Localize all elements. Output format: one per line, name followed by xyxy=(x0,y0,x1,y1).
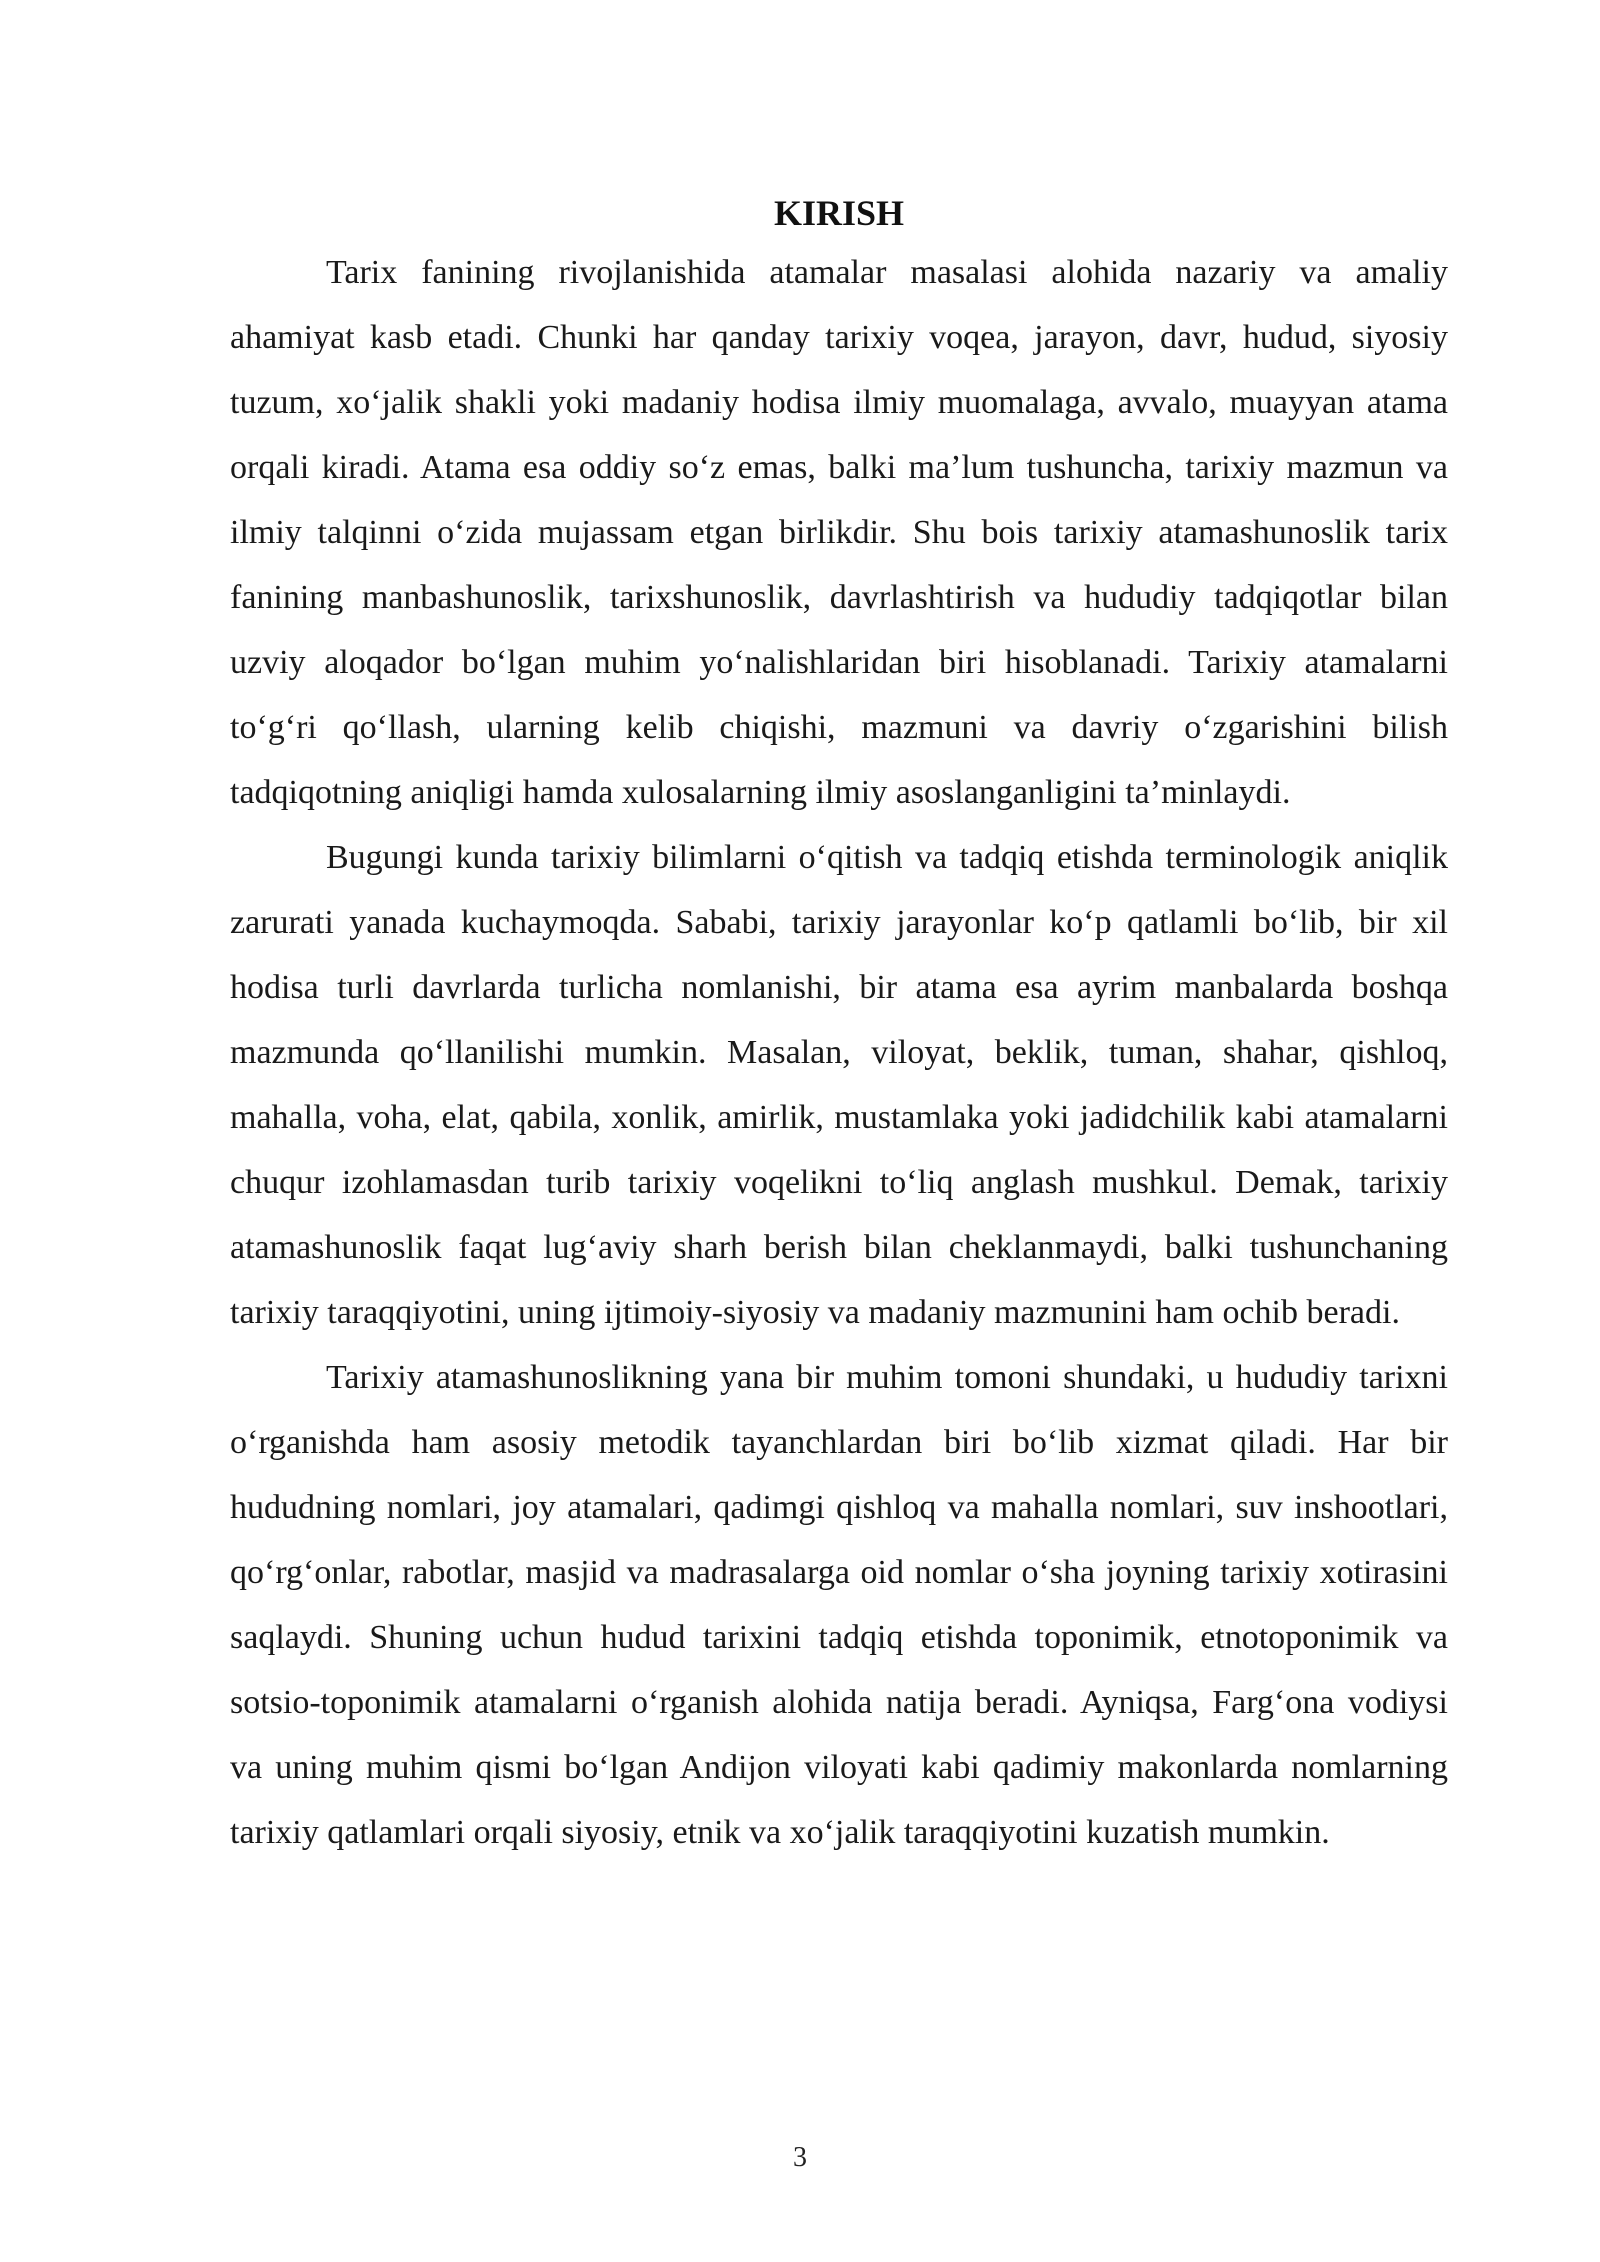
paragraph-3: Tarixiy atamashunoslikning yana bir muhim tomoni shundaki, u hududiy tarixni o‘rganishda ham asosiy metodik tayanchlardan biri bo‘lib xizmat qiladi. Har bir hududning nomlari, joy atamalari, qadimgi qishloq va mahalla nomlari, suv inshootlari, qo‘rg‘onlar, rabotlar, masjid va madrasalarga oid nomlar o‘sha joyning tarixiy xotirasini saqlaydi. Shuning uchun hudud tarixini tadqiq etishda toponimik, etnotoponimik va sotsio-toponimik atamalarni o‘rganish alohida natija beradi. Ayniqsa, Farg‘ona vodiysi va uning muhim qismi bo‘lgan Andijon viloyati kabi qadimiy makonlarda nomlarning tarixiy qatlamlari orqali siyosiy, etnik va xo‘jalik taraqqiyotini kuzatish mumkin. xyxy=(230,1359,1448,1851)
page-body xyxy=(230,186,1448,1865)
paragraph-2: Bugungi kunda tarixiy bilimlarni o‘qitish va tadqiq etishda terminologik aniqlik zarurati yanada kuchaymoqda. Sababi, tarixiy jarayonlar ko‘p qatlamli bo‘lib, bir xil hodisa turli davrlarda turlicha nomlanishi, bir atama esa ayrim manbalarda boshqa mazmunda qo‘llanilishi mumkin. Masalan, viloyat, beklik, tuman, shahar, qishloq, mahalla, voha, elat, qabila, xonlik, amirlik, mustamlaka yoki jadidchilik kabi atamalarni chuqur izohlamasdan turib tarixiy voqelikni to‘liq anglash mushkul. Demak, tarixiy atamashunoslik faqat lug‘aviy sharh berish bilan cheklanmaydi, balki tushunchaning tarixiy taraqqiyotini, uning ijtimoiy-siyosiy va madaniy mazmunini ham ochib beradi. xyxy=(230,839,1448,1331)
paragraph-1: Tarix fanining rivojlanishida atamalar masalasi alohida nazariy va amaliy ahamiyat kasb etadi. Chunki har qanday tarixiy voqea, jarayon, davr, hudud, siyosiy tuzum, xo‘jalik shakli yoki madaniy hodisa ilmiy muomalaga, avvalo, muayyan atama orqali kiradi. Atama esa oddiy so‘z emas, balki ma’lum tushuncha, tarixiy mazmun va ilmiy talqinni o‘zida mujassam etgan birlikdir. Shu bois tarixiy atamashunoslik tarix fanining manbashunoslik, tarixshunoslik, davrlashtirish va hududiy tadqiqotlar bilan uzviy aloqador bo‘lgan muhim yo‘nalishlaridan biri hisoblanadi. Tarixiy atamalarni to‘g‘ri qo‘llash, ularning kelib chiqishi, mazmuni va davriy o‘zgarishini bilish tadqiqotning aniqligi hamda xulosalarning ilmiy asoslanganligini ta’minlaydi. xyxy=(230,254,1448,811)
page-number: 3 xyxy=(793,2142,807,2173)
section-heading: KIRISH xyxy=(773,193,905,233)
